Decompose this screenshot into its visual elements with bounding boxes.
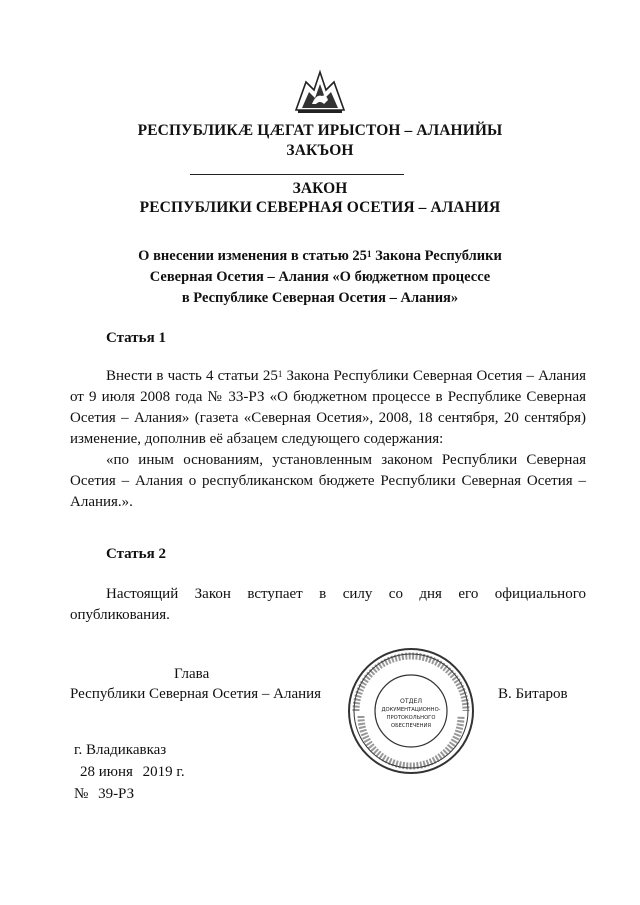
signatory-name: В. Битаров [498,686,568,702]
header-divider [190,174,404,175]
article-1-superscript: 1 [277,369,283,379]
law-title-text-b: Закона Республики [371,248,502,264]
number-value: 39-РЗ [98,786,135,802]
law-title-line-2: Северная Осетия – Алания «О бюджетном процессе [149,269,491,285]
article-2-paragraph-1: Настоящий Закон вступает в силу со дня его официального опубликования. [70,586,586,623]
article-1-paragraph-1 [70,366,586,450]
article-1-heading: Статья 1 [106,330,166,346]
law-title-text-a: О внесении изменения в статью 25 [138,248,367,264]
date-day: 28 июня [80,764,133,780]
number-sign: № [74,786,89,802]
article-1-text-b: Закона Республики Северная Осетия – Алания от 9 июля 2008 года № 33-РЗ «О бюджетном процессе в Республике Северная Осетия – Алания» (газета «Северная Осетия», 2008, 18 сентября, 20 сентября) изменение, дополнив её абзацем следующего содержания: [70,368,586,447]
law-number [74,786,134,803]
article-2-body [70,584,586,626]
header-line-ossetian-law: ЗАКЪОН [286,142,354,159]
place-of-signing: г. Владикавказ [74,742,167,758]
signatory-title: Глава [174,666,210,682]
date-of-signing [80,764,185,781]
svg-text:ПРОТОКОЛЬНОГО: ПРОТОКОЛЬНОГО [386,715,436,721]
article-1-text-a: Внести в часть 4 статьи 25 [106,368,278,384]
article-1-paragraph-2: «по иным основаниям, установленным законом Республики Северная Осетия – Алания о республиканском бюджете Республики Северная Осетия – Алания.». [70,452,586,510]
signatory-office: Республики Северная Осетия – Алания [70,686,322,702]
article-2-heading: Статья 2 [106,546,166,562]
svg-text:ОТДЕЛ: ОТДЕЛ [399,698,423,705]
header-line-republic: РЕСПУБЛИКИ СЕВЕРНАЯ ОСЕТИЯ – АЛАНИЯ [139,199,501,216]
header-line-law: ЗАКОН [292,180,348,197]
law-title-line-3: в Республике Северная Осетия – Алания» [181,290,459,306]
article-1-body [70,366,586,513]
law-title-line-1 [0,246,640,267]
coat-of-arms-emblem [292,64,348,116]
header-line-ossetian-republic: РЕСПУБЛИКӔ ЦӔГАТ ИРЫСТОН – АЛАНИЙЫ [137,122,503,139]
date-year: 2019 г. [142,764,185,780]
law-title-superscript: 1 [366,249,372,259]
official-stamp [346,646,476,776]
svg-text:ОБЕСПЕЧЕНИЯ: ОБЕСПЕЧЕНИЯ [391,723,431,729]
svg-text:ДОКУМЕНТАЦИОННО-: ДОКУМЕНТАЦИОННО- [381,707,441,713]
